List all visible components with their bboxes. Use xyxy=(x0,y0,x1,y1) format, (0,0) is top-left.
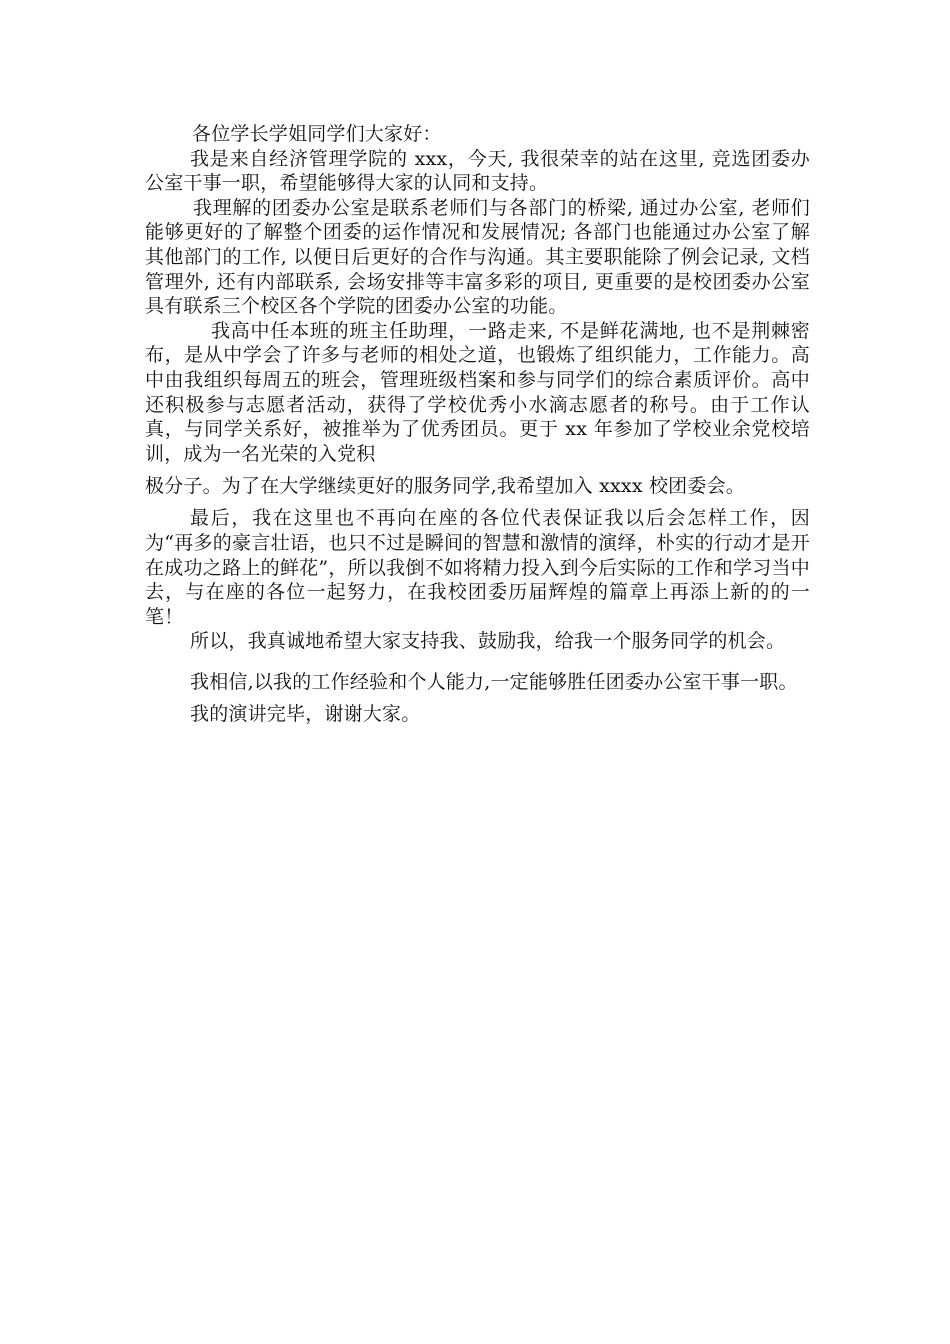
paragraph-commitment: 最后，我在这里也不再向在座的各位代表保证我以后会怎样工作，因为“再多的豪言壮语，也只不过是瞬间的智慧和激情的演绎，朴实的行动才是开在成功之路上的鲜花”，所以我倒不如将精力投入到今后实际的工作和学习当中去，与在座的各位一起努力，在我校团委历届辉煌的篇章上再添上新的的一笔！ xyxy=(145,507,810,628)
paragraph-intro: 我是来自经济管理学院的 xxx，今天, 我很荣幸的站在这里, 竞选团委办公室干事一职，希望能够得大家的认同和支持。 xyxy=(145,147,810,195)
paragraph-closing: 我的演讲完毕，谢谢大家。 xyxy=(190,702,421,725)
paragraph-experience: 我高中任本班的班主任助理，一路走来, 不是鲜花满地, 也不是荆棘密布，是从中学会了许多与老师的相处之道，也锻炼了组织能力，工作能力。高中由我组织每周五的班会，管理班级档案和参与同学们的综合素质评价。高中还积极参与志愿者活动，获得了学校优秀小水滴志愿者的称号。由于工作认真，与同学关系好，被推举为了优秀团员。更于 xx 年参加了学校业余党校培训，成为一名光荣的入党积 xyxy=(145,319,810,465)
paragraph-experience-continued: 极分子。为了在大学继续更好的服务同学,我希望加入 xxxx 校团委会。 xyxy=(145,475,745,498)
speech-text xyxy=(145,122,810,726)
paragraph-office-role: 我理解的团委办公室是联系老师们与各部门的桥梁, 通过办公室, 老师们能够更好的了解整个团委的运作情况和发展情况; 各部门也能通过办公室了解其他部门的工作, 以便日后更好的合作与沟通。其主要职能除了例会记录, 文档管理外, 还有内部联系, 会场安排等丰富多彩的项目, 更重要的是校团委办公室具有联系三个校区各个学院的团委办公室的功能。 xyxy=(145,196,810,318)
paragraph-request: 所以，我真诚地希望大家支持我、鼓励我，给我一个服务同学的机会。 xyxy=(190,630,786,653)
salutation: 各位学长学姐同学们大家好： xyxy=(192,123,442,145)
paragraph-belief: 我相信,以我的工作经验和个人能力,一定能够胜任团委办公室干事一职。 xyxy=(190,670,798,693)
